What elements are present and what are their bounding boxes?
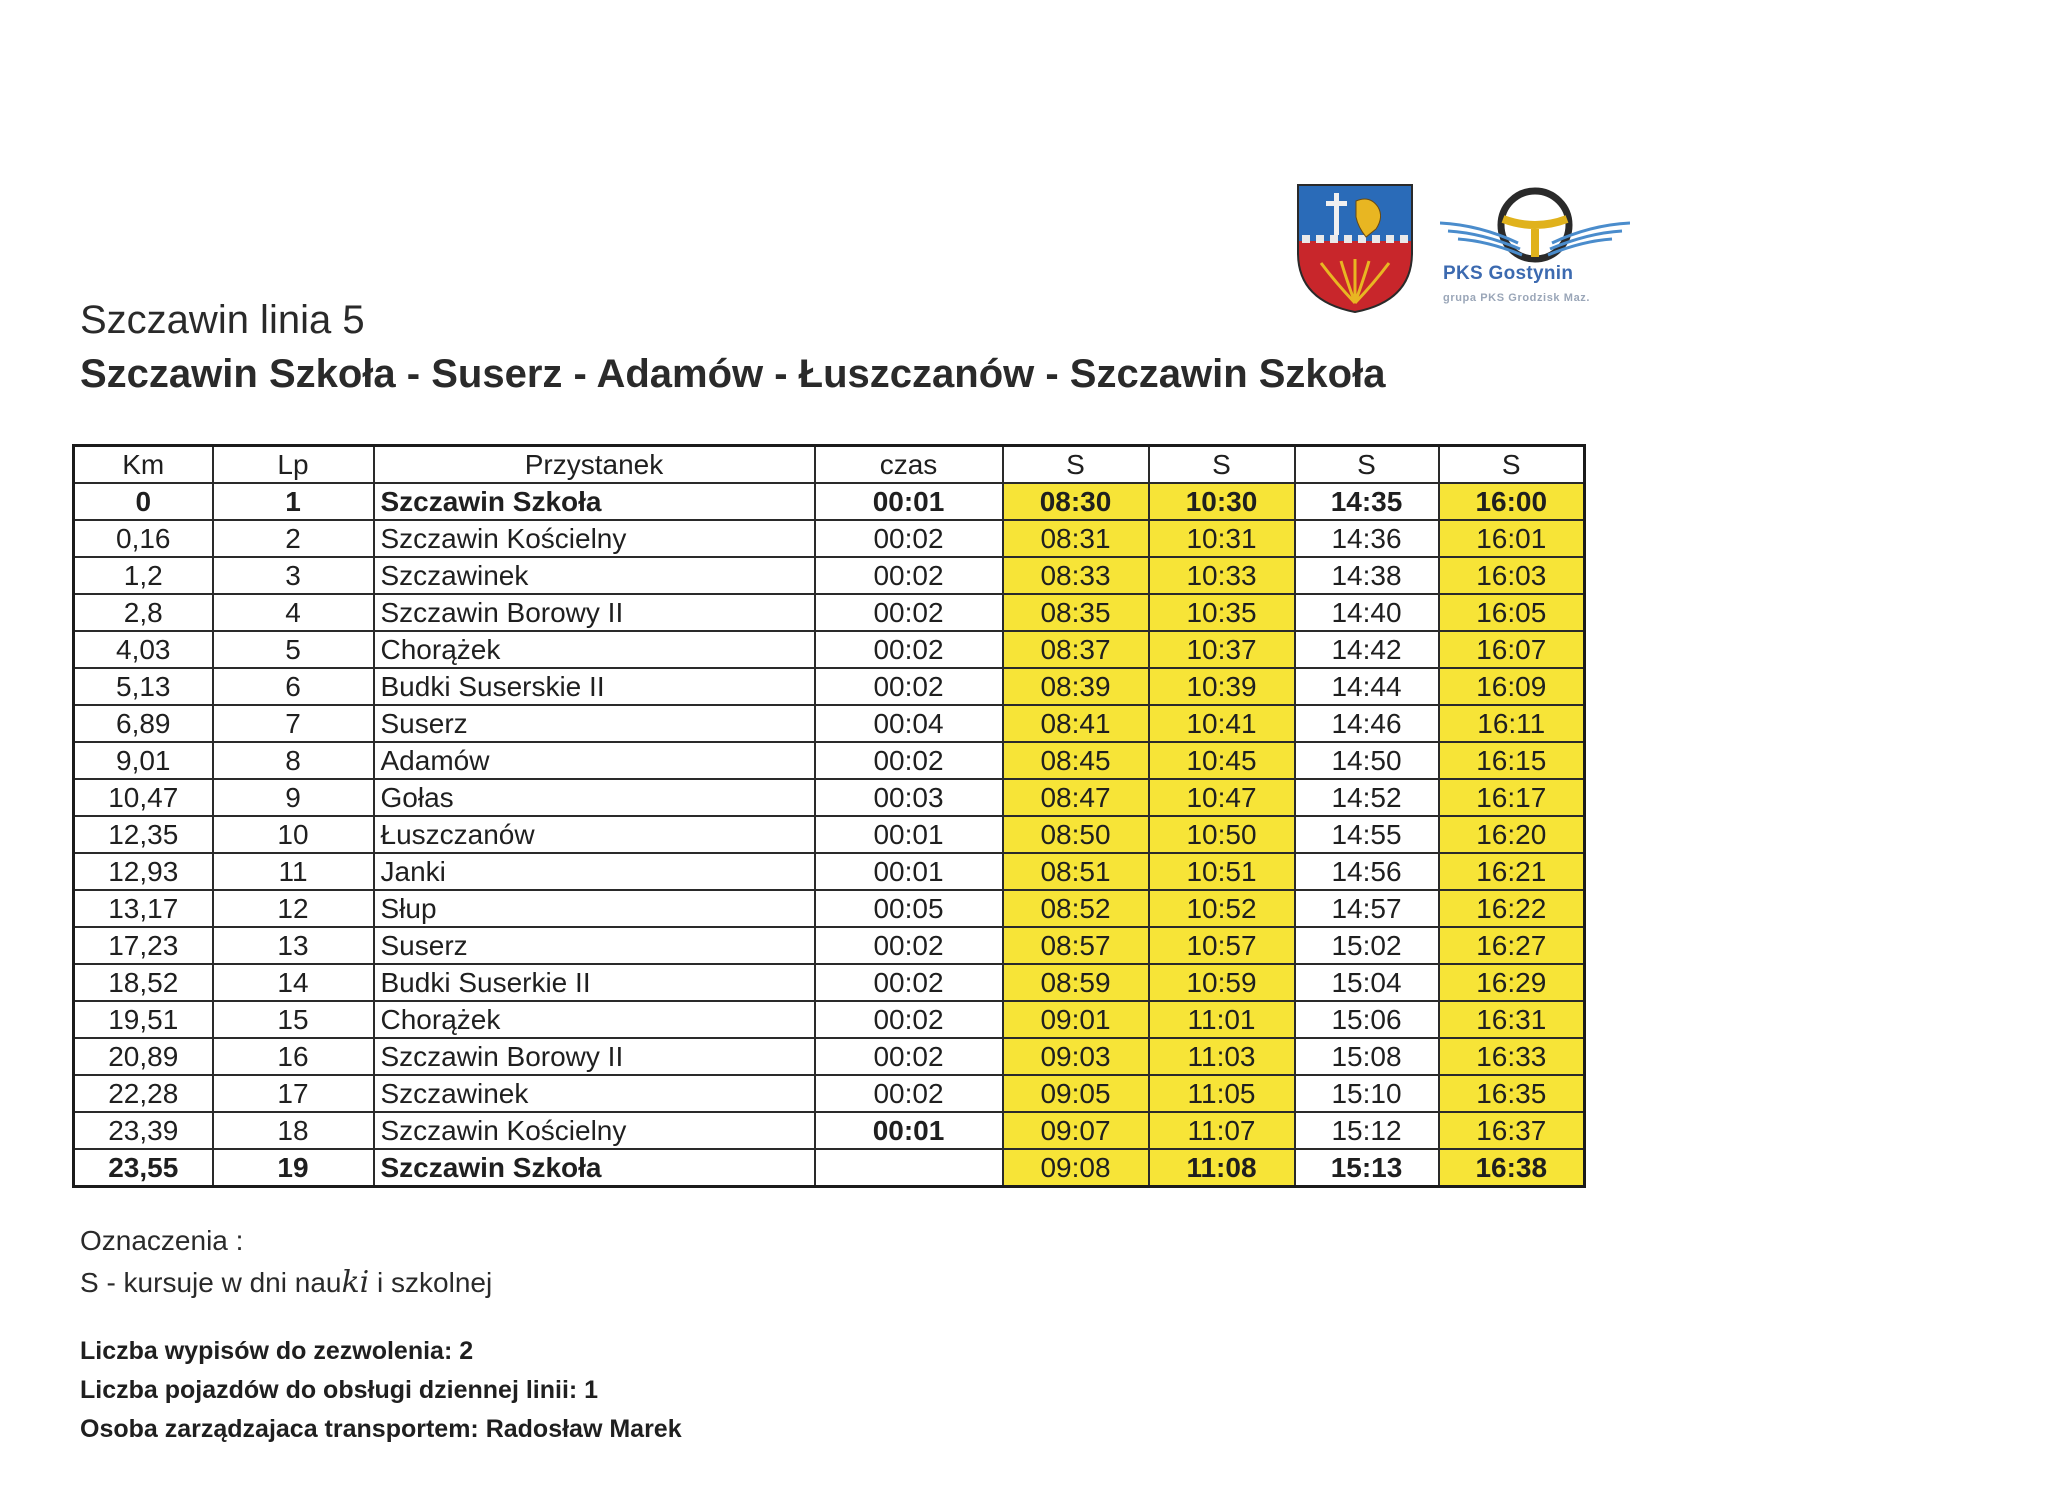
lp-cell: 13 (213, 927, 374, 964)
legend-s (80, 1265, 492, 1300)
header-km: Km (74, 446, 213, 484)
km-cell: 12,35 (74, 816, 213, 853)
lp-cell: 19 (213, 1149, 374, 1187)
info-wypisy: Liczba wypisów do zezwolenia: 2 (80, 1337, 474, 1365)
timetable (72, 444, 1586, 1188)
table-row (74, 1112, 1585, 1149)
departure-time-cell: 14:38 (1295, 557, 1439, 594)
lp-cell: 16 (213, 1038, 374, 1075)
table-row (74, 816, 1585, 853)
czas-cell: 00:02 (815, 964, 1003, 1001)
departure-time-cell: 14:42 (1295, 631, 1439, 668)
table-row (74, 927, 1585, 964)
info-osoba: Osoba zarządzajaca transportem: Radosław Marek (80, 1415, 682, 1443)
stop-cell: Suserz (374, 927, 815, 964)
czas-cell (815, 1149, 1003, 1187)
lp-cell: 9 (213, 779, 374, 816)
km-cell: 17,23 (74, 927, 213, 964)
departure-time-cell: 09:03 (1003, 1038, 1149, 1075)
pks-logo-name: PKS Gostynin (1443, 263, 1574, 284)
table-row (74, 853, 1585, 890)
km-cell: 23,55 (74, 1149, 213, 1187)
departure-time-cell: 11:08 (1149, 1149, 1295, 1187)
departure-time-cell: 14:55 (1295, 816, 1439, 853)
departure-time-cell: 10:52 (1149, 890, 1295, 927)
departure-time-cell: 16:33 (1439, 1038, 1585, 1075)
line-title: Szczawin linia 5 (80, 298, 365, 342)
lp-cell: 5 (213, 631, 374, 668)
czas-cell: 00:02 (815, 742, 1003, 779)
lp-cell: 1 (213, 483, 374, 520)
pks-logo-subtitle: grupa PKS Grodzisk Maz. (1443, 292, 1591, 304)
km-cell: 18,52 (74, 964, 213, 1001)
czas-cell: 00:04 (815, 705, 1003, 742)
departure-time-cell: 16:22 (1439, 890, 1585, 927)
lp-cell: 11 (213, 853, 374, 890)
lp-cell: 18 (213, 1112, 374, 1149)
table-row (74, 890, 1585, 927)
stop-cell: Janki (374, 853, 815, 890)
departure-time-cell: 14:46 (1295, 705, 1439, 742)
lp-cell: 2 (213, 520, 374, 557)
header-course-4: S (1439, 446, 1585, 484)
departure-time-cell: 08:35 (1003, 594, 1149, 631)
table-row (74, 483, 1585, 520)
lp-cell: 14 (213, 964, 374, 1001)
departure-time-cell: 16:03 (1439, 557, 1585, 594)
legend-s-text: S - kursuje w dni nau (80, 1267, 342, 1298)
departure-time-cell: 09:05 (1003, 1075, 1149, 1112)
departure-time-cell: 15:08 (1295, 1038, 1439, 1075)
departure-time-cell: 16:17 (1439, 779, 1585, 816)
lp-cell: 12 (213, 890, 374, 927)
departure-time-cell: 16:20 (1439, 816, 1585, 853)
table-row (74, 779, 1585, 816)
table-row (74, 594, 1585, 631)
departure-time-cell: 08:59 (1003, 964, 1149, 1001)
departure-time-cell: 16:15 (1439, 742, 1585, 779)
departure-time-cell: 10:41 (1149, 705, 1295, 742)
lp-cell: 8 (213, 742, 374, 779)
lp-cell: 4 (213, 594, 374, 631)
departure-time-cell: 16:07 (1439, 631, 1585, 668)
km-cell: 9,01 (74, 742, 213, 779)
stop-cell: Chorążek (374, 631, 815, 668)
departure-time-cell: 10:35 (1149, 594, 1295, 631)
table-row (74, 1149, 1585, 1187)
departure-time-cell: 16:05 (1439, 594, 1585, 631)
stop-cell: Budki Suserkie II (374, 964, 815, 1001)
departure-time-cell: 10:30 (1149, 483, 1295, 520)
departure-time-cell: 16:21 (1439, 853, 1585, 890)
departure-time-cell: 10:31 (1149, 520, 1295, 557)
czas-cell: 00:01 (815, 483, 1003, 520)
stop-cell: Słup (374, 890, 815, 927)
km-cell: 19,51 (74, 1001, 213, 1038)
departure-time-cell: 11:07 (1149, 1112, 1295, 1149)
departure-time-cell: 10:45 (1149, 742, 1295, 779)
header-course-1: S (1003, 446, 1149, 484)
departure-time-cell: 16:09 (1439, 668, 1585, 705)
departure-time-cell: 08:41 (1003, 705, 1149, 742)
departure-time-cell: 14:52 (1295, 779, 1439, 816)
departure-time-cell: 14:57 (1295, 890, 1439, 927)
departure-time-cell: 09:08 (1003, 1149, 1149, 1187)
departure-time-cell: 08:47 (1003, 779, 1149, 816)
km-cell: 2,8 (74, 594, 213, 631)
departure-time-cell: 08:37 (1003, 631, 1149, 668)
table-row (74, 1038, 1585, 1075)
departure-time-cell: 08:50 (1003, 816, 1149, 853)
lp-cell: 7 (213, 705, 374, 742)
legend-s-text-end: i szkolnej (369, 1267, 493, 1298)
departure-time-cell: 10:50 (1149, 816, 1295, 853)
table-row (74, 1075, 1585, 1112)
departure-time-cell: 15:04 (1295, 964, 1439, 1001)
departure-time-cell: 10:59 (1149, 964, 1295, 1001)
departure-time-cell: 14:40 (1295, 594, 1439, 631)
departure-time-cell: 14:44 (1295, 668, 1439, 705)
departure-time-cell: 08:33 (1003, 557, 1149, 594)
czas-cell: 00:02 (815, 1001, 1003, 1038)
table-row (74, 705, 1585, 742)
czas-cell: 00:05 (815, 890, 1003, 927)
stop-cell: Chorążek (374, 1001, 815, 1038)
lp-cell: 3 (213, 557, 374, 594)
lp-cell: 10 (213, 816, 374, 853)
departure-time-cell: 16:31 (1439, 1001, 1585, 1038)
stop-cell: Szczawin Kościelny (374, 1112, 815, 1149)
departure-time-cell: 11:05 (1149, 1075, 1295, 1112)
czas-cell: 00:02 (815, 631, 1003, 668)
table-row (74, 631, 1585, 668)
czas-cell: 00:01 (815, 816, 1003, 853)
czas-cell: 00:03 (815, 779, 1003, 816)
departure-time-cell: 10:33 (1149, 557, 1295, 594)
departure-time-cell: 14:36 (1295, 520, 1439, 557)
departure-time-cell: 10:47 (1149, 779, 1295, 816)
departure-time-cell: 11:01 (1149, 1001, 1295, 1038)
header-course-3: S (1295, 446, 1439, 484)
stop-cell: Szczawin Borowy II (374, 1038, 815, 1075)
stop-cell: Łuszczanów (374, 816, 815, 853)
departure-time-cell: 09:01 (1003, 1001, 1149, 1038)
czas-cell: 00:02 (815, 668, 1003, 705)
departure-time-cell: 14:56 (1295, 853, 1439, 890)
lp-cell: 15 (213, 1001, 374, 1038)
km-cell: 0 (74, 483, 213, 520)
departure-time-cell: 11:03 (1149, 1038, 1295, 1075)
departure-time-cell: 10:37 (1149, 631, 1295, 668)
departure-time-cell: 10:57 (1149, 927, 1295, 964)
stop-cell: Szczawin Kościelny (374, 520, 815, 557)
lp-cell: 17 (213, 1075, 374, 1112)
departure-time-cell: 08:52 (1003, 890, 1149, 927)
departure-time-cell: 15:06 (1295, 1001, 1439, 1038)
departure-time-cell: 16:01 (1439, 520, 1585, 557)
stop-cell: Szczawinek (374, 1075, 815, 1112)
departure-time-cell: 08:57 (1003, 927, 1149, 964)
departure-time-cell: 08:39 (1003, 668, 1149, 705)
czas-cell: 00:02 (815, 1075, 1003, 1112)
departure-time-cell: 15:13 (1295, 1149, 1439, 1187)
table-row (74, 668, 1585, 705)
table-row (74, 964, 1585, 1001)
czas-cell: 00:01 (815, 853, 1003, 890)
stop-cell: Adamów (374, 742, 815, 779)
departure-time-cell: 15:10 (1295, 1075, 1439, 1112)
departure-time-cell: 16:11 (1439, 705, 1585, 742)
stop-cell: Budki Suserskie II (374, 668, 815, 705)
stop-cell: Szczawin Szkoła (374, 1149, 815, 1187)
stop-cell: Gołas (374, 779, 815, 816)
departure-time-cell: 08:45 (1003, 742, 1149, 779)
coat-of-arms-icon (1296, 183, 1414, 314)
table-row (74, 742, 1585, 779)
departure-time-cell: 16:00 (1439, 483, 1585, 520)
czas-cell: 00:02 (815, 594, 1003, 631)
departure-time-cell: 16:37 (1439, 1112, 1585, 1149)
km-cell: 10,47 (74, 779, 213, 816)
km-cell: 1,2 (74, 557, 213, 594)
stop-cell: Szczawin Szkoła (374, 483, 815, 520)
czas-cell: 00:02 (815, 927, 1003, 964)
stop-cell: Szczawin Borowy II (374, 594, 815, 631)
table-row (74, 520, 1585, 557)
czas-cell: 00:01 (815, 1112, 1003, 1149)
header-przystanek: Przystanek (374, 446, 815, 484)
stop-cell: Szczawinek (374, 557, 815, 594)
km-cell: 6,89 (74, 705, 213, 742)
km-cell: 0,16 (74, 520, 213, 557)
departure-time-cell: 14:50 (1295, 742, 1439, 779)
legend-handwritten-correction: ki (341, 1265, 370, 1300)
departure-time-cell: 10:39 (1149, 668, 1295, 705)
header-lp: Lp (213, 446, 374, 484)
czas-cell: 00:02 (815, 520, 1003, 557)
departure-time-cell: 10:51 (1149, 853, 1295, 890)
table-header-row (74, 446, 1585, 484)
km-cell: 20,89 (74, 1038, 213, 1075)
departure-time-cell: 08:31 (1003, 520, 1149, 557)
departure-time-cell: 09:07 (1003, 1112, 1149, 1149)
departure-time-cell: 08:51 (1003, 853, 1149, 890)
departure-time-cell: 15:02 (1295, 927, 1439, 964)
departure-time-cell: 08:30 (1003, 483, 1149, 520)
lp-cell: 6 (213, 668, 374, 705)
info-pojazdy: Liczba pojazdów do obsługi dziennej linii: 1 (80, 1376, 599, 1404)
departure-time-cell: 14:35 (1295, 483, 1439, 520)
route-title: Szczawin Szkoła - Suserz - Adamów - Łuszczanów - Szczawin Szkoła (80, 352, 1386, 396)
departure-time-cell: 16:29 (1439, 964, 1585, 1001)
km-cell: 22,28 (74, 1075, 213, 1112)
departure-time-cell: 16:35 (1439, 1075, 1585, 1112)
km-cell: 4,03 (74, 631, 213, 668)
km-cell: 13,17 (74, 890, 213, 927)
stop-cell: Suserz (374, 705, 815, 742)
legend-heading: Oznaczenia : (80, 1225, 244, 1256)
km-cell: 5,13 (74, 668, 213, 705)
header-course-2: S (1149, 446, 1295, 484)
table-row (74, 557, 1585, 594)
km-cell: 23,39 (74, 1112, 213, 1149)
header-czas: czas (815, 446, 1003, 484)
departure-time-cell: 16:38 (1439, 1149, 1585, 1187)
departure-time-cell: 16:27 (1439, 927, 1585, 964)
czas-cell: 00:02 (815, 1038, 1003, 1075)
czas-cell: 00:02 (815, 557, 1003, 594)
km-cell: 12,93 (74, 853, 213, 890)
departure-time-cell: 15:12 (1295, 1112, 1439, 1149)
table-row (74, 1001, 1585, 1038)
